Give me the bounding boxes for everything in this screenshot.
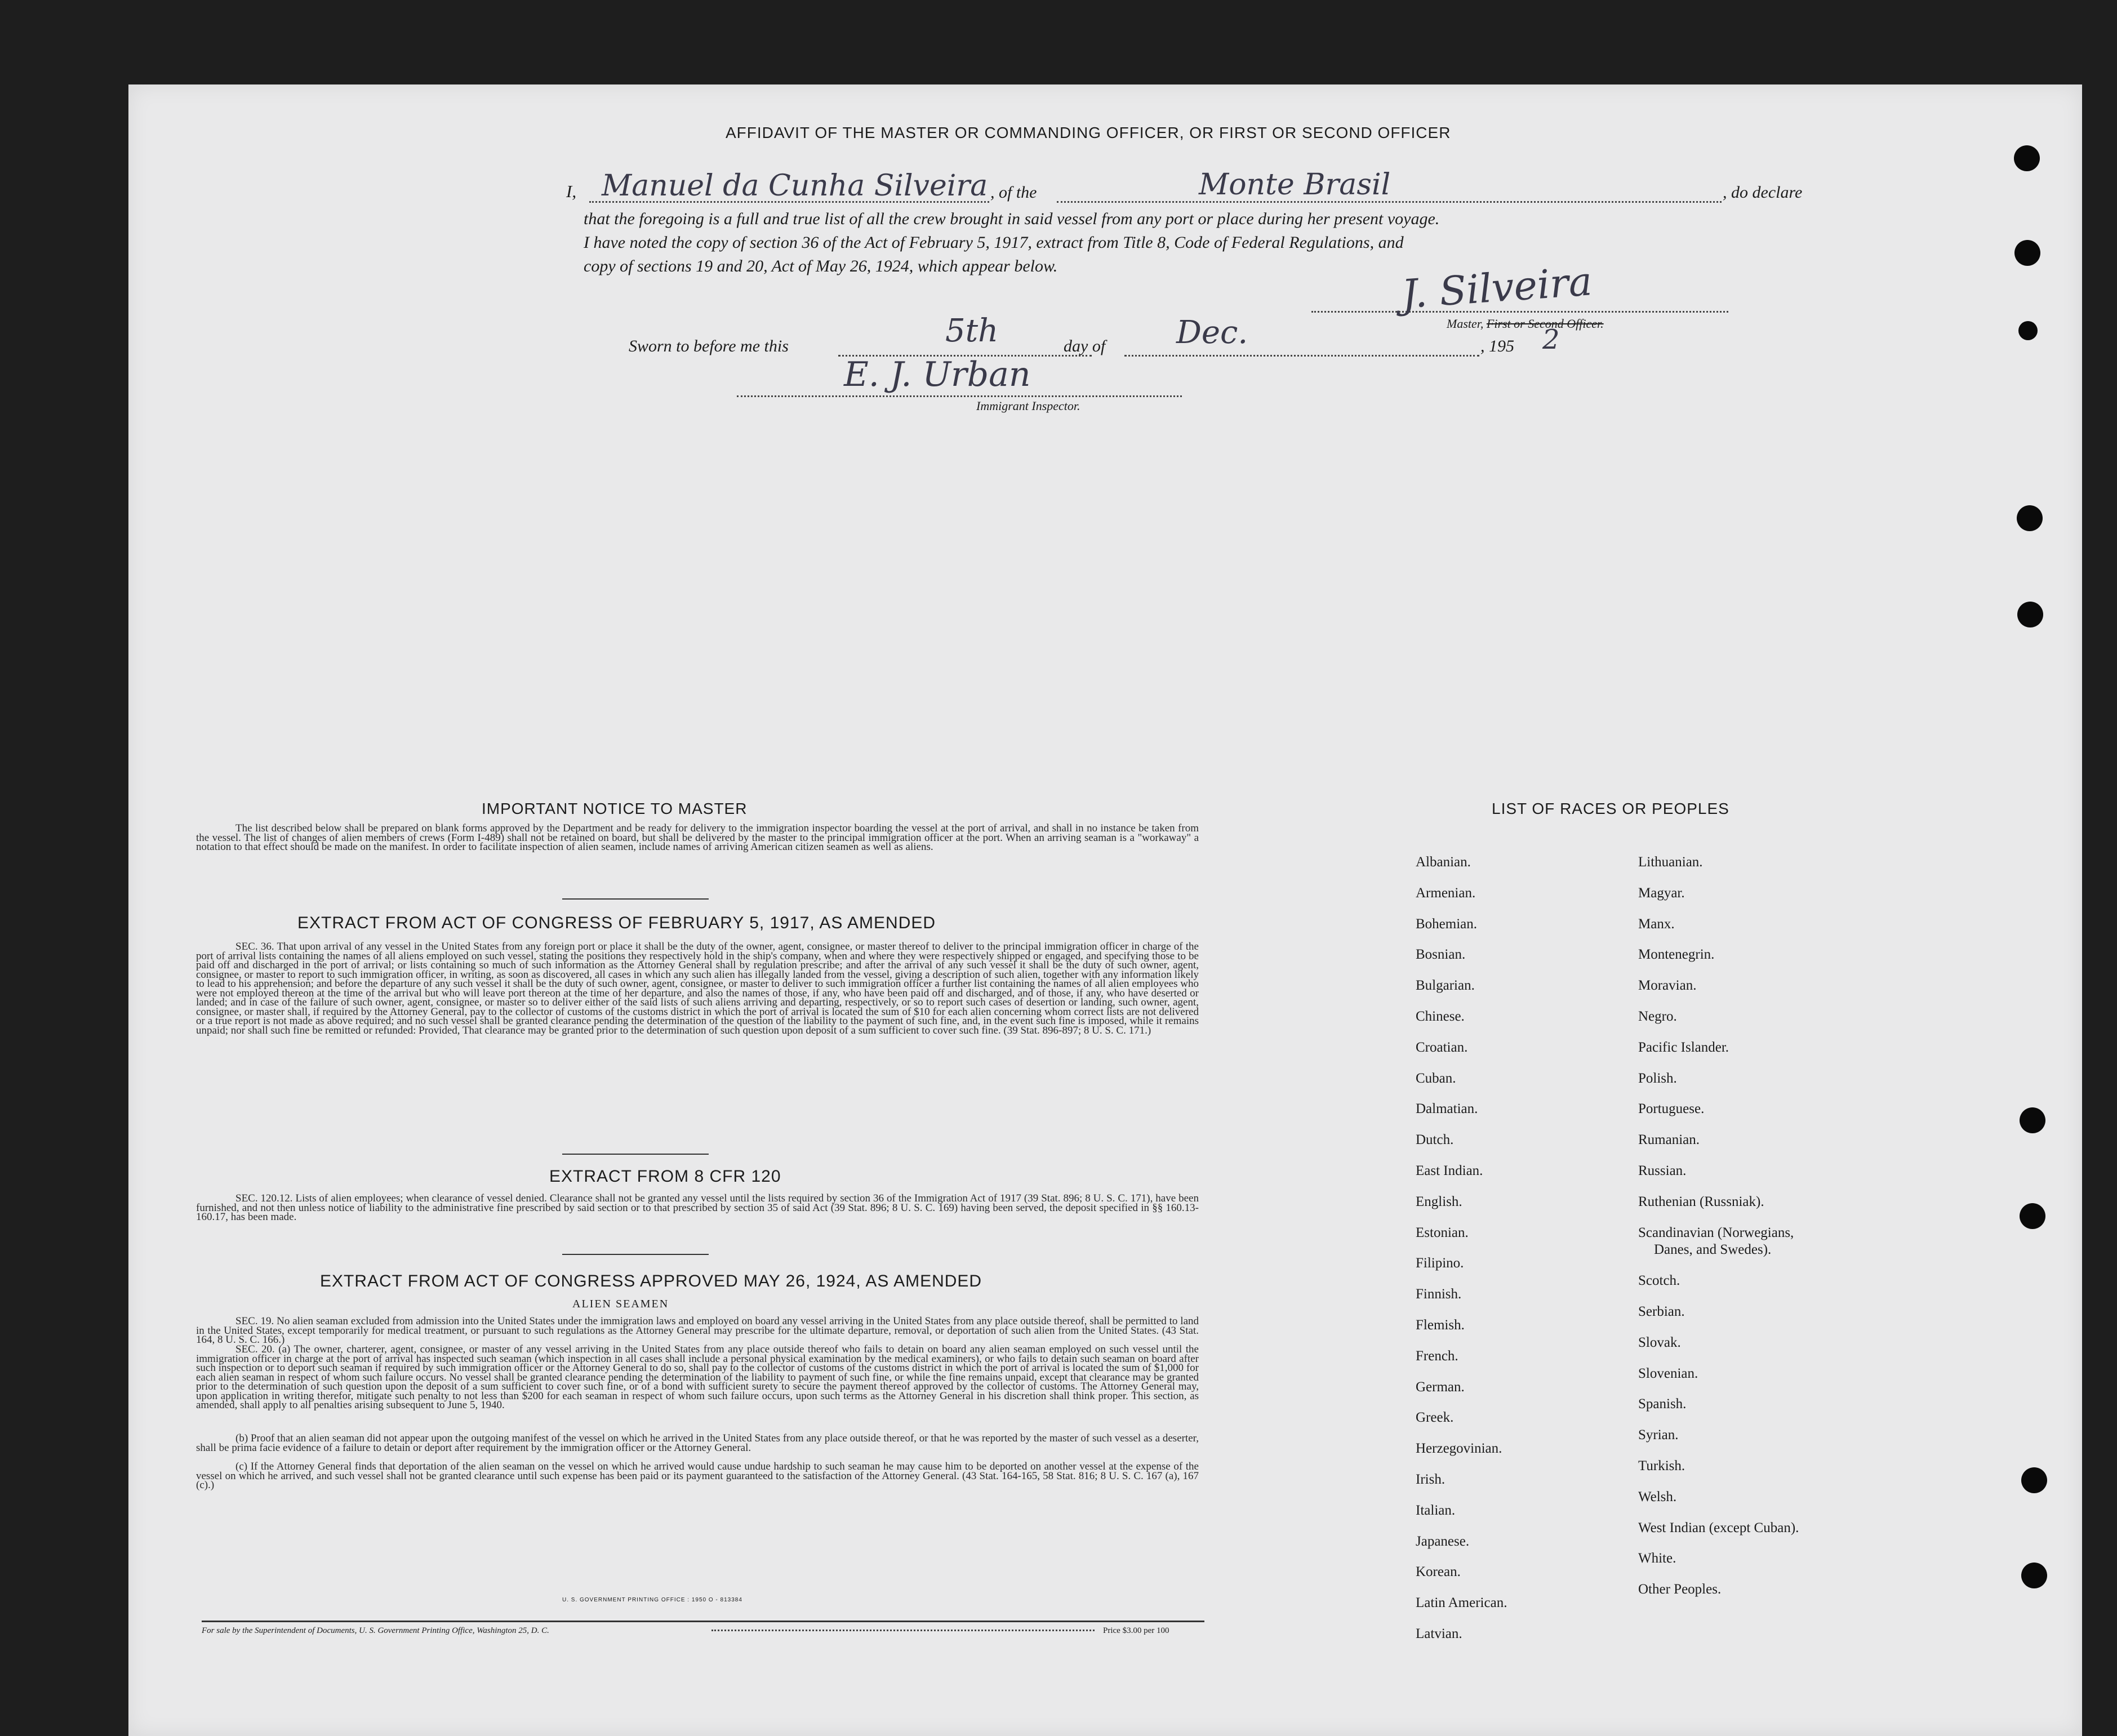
printing-office-note: U. S. GOVERNMENT PRINTING OFFICE : 1950 O - 813384	[562, 1597, 742, 1603]
year-suffix-handwritten: 2	[1542, 324, 1560, 355]
race-item: Japanese.	[1416, 1533, 1470, 1549]
race-item: Magyar.	[1638, 885, 1685, 901]
race-item: Italian.	[1416, 1502, 1456, 1518]
race-item: Turkish.	[1638, 1458, 1685, 1474]
race-item: Spanish.	[1638, 1396, 1687, 1412]
extract-cfr-body: SEC. 120.12. Lists of alien employees; when clearance of vessel denied. Clearance shall not be granted any vessel until the lists required by section 36 of the Immigration Act of 1917 (39 Stat. 896; 8 U. S. C. 171), have been furnished, and not then unless notice of liability to the administrative fine prescribed by said section or to that prescribed by section 35 of said Act (39 Stat. 896; 8 U. S. C. 169) having been served, the deposit specified in §§ 160.13-160.17, has been made.	[196, 1192, 1199, 1223]
punch-hole	[2017, 505, 2043, 531]
race-item: Moravian.	[1638, 978, 1697, 994]
race-item: Lithuanian.	[1638, 854, 1703, 870]
race-item: Polish.	[1638, 1070, 1677, 1086]
divider	[562, 898, 709, 900]
race-item: Flemish.	[1416, 1317, 1465, 1333]
master-signature: J. Silveira	[1400, 258, 1594, 318]
punch-hole	[2018, 321, 2038, 340]
inspector-signature: E. J. Urban	[844, 355, 1031, 394]
affidavit-line-4: copy of sections 19 and 20, Act of May 26, 1924, which appear below.	[584, 257, 1058, 275]
race-item: Greek.	[1416, 1410, 1454, 1426]
race-item: Irish.	[1416, 1471, 1446, 1487]
extract-1917-body: SEC. 36. That upon arrival of any vessel in the United States from any foreign port or place it shall be the duty of the owner, agent, consignee, or master thereof to deliver to the principal immigration officer in charge of the port of arrival lists containing the names of all aliens employed on such vessel, stating the positions they respectively hold in the ship's company, when and where they were respectively shipped or engaged, and specifying those to be paid off and discharged in the port of arrival; or lists containing so much of such information as the Attorney General shall by regulation prescribe; and after the arrival of any such vessel it shall be the duty of such owner, agent, consignee, or master to report to such immigration officer, in writing, as soon as discovered, all cases in which any such alien has illegally landed from the vessel, giving a description of such alien, together with any information likely to lead to his apprehension; and before the departure of any such vessel it shall be the duty of such owner, agent, consignee, or master to deliver to such immigration officer a further list containing the names of all alien employees who were not employed thereon at the time of the arrival but who will leave port thereon at the time of her departure, and also the names of those, if any, who have been paid off and discharged, and of those, if any, who have deserted or landed; and in case of the failure of such owner, agent, consignee, or master so to deliver either of the said lists of such aliens arriving and departing, respectively, or so to report such cases of desertion or landing, such owner, agent, consignee, or master shall, if required by the Attorney General, pay to the collector of customs of the customs district in which the port of arrival is located the sum of $10 for each alien concerning whom correct lists are not delivered or a true report is not made as above required; and no such vessel shall be granted clearance pending the determination of the question of the liability to the payment of such fine, and, in the event such fine is imposed, while it remains unpaid; nor shall such fine be remitted or refunded: Provided, That clearance may be granted prior to the determination of such question upon deposit of a sum sufficient to cover such fine. (39 Stat. 896-897; 8 U. S. C. 171.)	[196, 941, 1199, 1036]
sec-19-body: SEC. 19. No alien seaman excluded from admission into the United States under the immigration laws and employed on board any vessel arriving in the United States from any place outside thereof, shall be permitted to land in the United States, except temporarily for medical treatment, or pursuant to such regulations as the Attorney General may prescribe for the ultimate departure, removal, or deportation of such alien from the United States. (43 Stat. 164, 8 U. S. C. 166.)	[196, 1315, 1199, 1346]
race-item: West Indian (except Cuban).	[1638, 1520, 1799, 1535]
race-item: East Indian.	[1416, 1163, 1483, 1178]
extract-cfr-title: EXTRACT FROM 8 CFR 120	[549, 1167, 781, 1186]
inspector-signature-line	[737, 394, 1182, 397]
race-item: Armenian.	[1416, 885, 1476, 901]
affidavit-line-2: that the foregoing is a full and true list of all the crew brought in said vessel from any port or place during her present voyage.	[584, 210, 1440, 228]
struck-officer-label: First or Second Officer.	[1486, 317, 1604, 331]
race-item: Syrian.	[1638, 1427, 1679, 1443]
race-item: Latvian.	[1416, 1626, 1462, 1641]
race-item: Finnish.	[1416, 1287, 1462, 1302]
race-item: Herzegovinian.	[1416, 1441, 1502, 1457]
race-item: Korean.	[1416, 1564, 1461, 1580]
sworn-day-handwritten: 5th	[945, 313, 999, 349]
race-item: Serbian.	[1638, 1303, 1685, 1319]
race-item: Manx.	[1638, 916, 1675, 932]
punch-hole	[2021, 1467, 2047, 1493]
year-prefix: , 195	[1480, 337, 1514, 355]
footer-leader-dots	[711, 1630, 1095, 1631]
sworn-label: Sworn to before me this	[629, 337, 789, 355]
punch-hole	[2014, 145, 2040, 171]
race-item: Bulgarian.	[1416, 978, 1475, 994]
race-item: Chinese.	[1416, 1008, 1465, 1024]
day-of-label: day of	[1064, 337, 1106, 355]
race-item: Welsh.	[1638, 1489, 1677, 1504]
race-item: White.	[1638, 1551, 1676, 1566]
race-item: Pacific Islander.	[1638, 1039, 1729, 1055]
race-item: Bosnian.	[1416, 947, 1466, 963]
punch-hole	[2014, 240, 2040, 266]
race-item: Dalmatian.	[1416, 1101, 1478, 1117]
alien-seamen-subtitle: ALIEN SEAMEN	[572, 1298, 669, 1310]
sworn-month-line	[1124, 354, 1479, 357]
race-item: Russian.	[1638, 1163, 1687, 1178]
race-item: Albanian.	[1416, 854, 1471, 870]
divider	[562, 1254, 709, 1255]
i-label: I,	[566, 181, 577, 201]
form-sheet	[128, 84, 2082, 1736]
race-item: German.	[1416, 1379, 1465, 1395]
race-item: Cuban.	[1416, 1070, 1456, 1086]
race-item: French.	[1416, 1348, 1458, 1364]
extract-1924-title: EXTRACT FROM ACT OF CONGRESS APPROVED MAY 26, 1924, AS AMENDED	[320, 1272, 982, 1290]
sec-20c-body: (c) If the Attorney General finds that deportation of the alien seaman on the vessel on which he arrived would cause undue hardship to such seaman he may cause him to be deported on another vessel at the expense of the vessel on which he arrived, and such vessel shall not be granted clearance until such expense has been paid or its payment guaranteed to the satisfaction of the Attorney General. (43 Stat. 164-165, 58 Stat. 816; 8 U. S. C. 167 (a), 167 (c).)	[196, 1461, 1199, 1491]
races-column-2	[1638, 847, 1799, 1605]
punch-hole	[2017, 602, 2043, 627]
notice-body: The list described below shall be prepared on blank forms approved by the Department and be ready for delivery to the immigration inspector boarding the vessel at the port of arrival, and shall in no instance be taken from the vessel. The list of changes of alien members of crews (Form I-489) shall not be retained on board, but shall be delivered by the master to the principal immigration officer at the port. When an arriving seaman is a "workaway" a notation to that effect should be made on the manifest. In order to facilitate inspection of alien seamen, include names of arriving American citizen seamen as well as aliens.	[196, 822, 1199, 853]
vessel-name-handwritten: Monte Brasil	[1199, 168, 1391, 202]
inspector-label: Immigrant Inspector.	[976, 399, 1080, 413]
race-item: Latin American.	[1416, 1595, 1507, 1611]
race-item: Filipino.	[1416, 1256, 1464, 1271]
punch-hole	[2021, 1563, 2047, 1588]
affidavit-title: AFFIDAVIT OF THE MASTER OR COMMANDING OFFICER, OR FIRST OR SECOND OFFICER	[726, 124, 1451, 141]
divider	[562, 1154, 709, 1155]
punch-hole	[2020, 1203, 2045, 1229]
declarant-name-handwritten: Manuel da Cunha Silveira	[602, 169, 988, 203]
affidavit-line-3: I have noted the copy of section 36 of the Act of February 5, 1917, extract from Title 8, Code of Federal Regulations, and	[584, 233, 1404, 252]
footer-rule	[202, 1621, 1204, 1622]
do-declare-label: , do declare	[1723, 183, 1803, 202]
price-note: Price $3.00 per 100	[1103, 1626, 1169, 1635]
for-sale-note: For sale by the Superintendent of Documents, U. S. Government Printing Office, Washington 25, D. C.	[202, 1626, 549, 1635]
race-item: Croatian.	[1416, 1039, 1468, 1055]
master-label: Master,	[1447, 317, 1484, 331]
sec-20b-body: (b) Proof that an alien seaman did not appear upon the outgoing manifest of the vessel on which he arrived in the United States from any place outside thereof, or that he was reported by the master of such vessel as a deserter, shall be prima facie evidence of a failure to detain or deport after requirement by the immigration officer or the Attorney General.	[196, 1432, 1199, 1454]
master-signature-line	[1311, 310, 1728, 313]
race-item: Other Peoples.	[1638, 1582, 1722, 1597]
race-item: English.	[1416, 1194, 1462, 1209]
race-item: Slovenian.	[1638, 1365, 1698, 1381]
race-item: Scotch.	[1638, 1273, 1680, 1289]
race-item: Danes, and Swedes).	[1654, 1242, 1772, 1258]
race-item: Portuguese.	[1638, 1101, 1705, 1117]
sworn-month-handwritten: Dec.	[1176, 314, 1248, 351]
race-item: Negro.	[1638, 1008, 1677, 1024]
race-item: Rumanian.	[1638, 1132, 1700, 1148]
race-item: Bohemian.	[1416, 916, 1478, 932]
sec-20a-body: SEC. 20. (a) The owner, charterer, agent, consignee, or master of any vessel arriving in the United States from any place outside thereof who fails to detain on board any alien seaman employed on such vessel until the immigration officer in charge at the port of arrival has inspected such seaman (which inspection in all cases shall include a personal physical examination by the medical examiners), or who fails to detain such seaman on board after such inspection or to deport such seaman if required by such immigration officer or the Attorney General to do so, shall pay to the collector of customs of the customs district in which the port of arrival is located the sum of $1,000 for each alien seaman in respect of whom such failure occurs. No vessel shall be granted clearance pending the determination of the liability to payment of such fine, or while the fine remains unpaid, except that clearance may be granted prior to the determination of such question upon the deposit of a sum sufficient to cover such fine, or of a bond with sufficient surety to secure the payment thereof approved by the collector of customs. The Attorney General may, upon application in writing therefor, mitigate such penalty to not less than $200 for each seaman in respect of whom such failure occurs, upon such terms as the Attorney General in his discretion shall think proper. This section, as amended, shall apply to all penalties arising subsequent to June 5, 1940.	[196, 1343, 1199, 1411]
punch-hole	[2020, 1107, 2045, 1133]
race-item: Scandinavian (Norwegians,	[1638, 1225, 1794, 1240]
of-the-label: , of the	[990, 183, 1037, 202]
notice-title: IMPORTANT NOTICE TO MASTER	[482, 800, 748, 817]
race-item: Dutch.	[1416, 1132, 1454, 1148]
master-label-line	[1447, 317, 1604, 331]
race-item: Montenegrin.	[1638, 947, 1715, 963]
race-item: Slovak.	[1638, 1334, 1681, 1350]
extract-1917-title: EXTRACT FROM ACT OF CONGRESS OF FEBRUARY 5, 1917, AS AMENDED	[297, 914, 936, 932]
races-title: LIST OF RACES OR PEOPLES	[1492, 800, 1729, 817]
race-item: Estonian.	[1416, 1225, 1469, 1240]
race-item: Ruthenian (Russniak).	[1638, 1194, 1764, 1209]
races-column-1	[1416, 847, 1507, 1650]
